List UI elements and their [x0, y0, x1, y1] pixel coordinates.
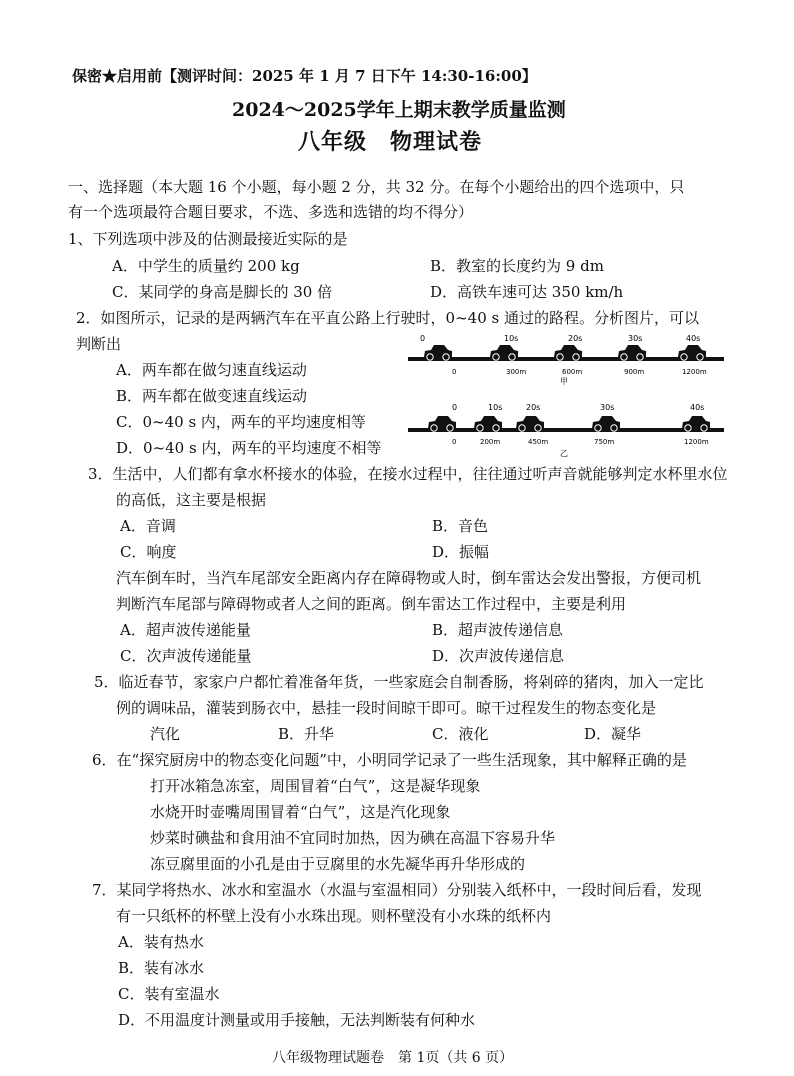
q7-option-a: A．装有热水 — [118, 933, 204, 951]
car-a-time-10: 10s — [504, 334, 519, 343]
q1-option-a: A．中学生的质量约 200 kg — [112, 257, 300, 275]
car-a-dist-900: 900m — [624, 368, 645, 376]
car-b-time-30: 30s — [600, 403, 615, 412]
car-motion-figure — [408, 326, 726, 458]
car-a-dist-0: 0 — [452, 368, 457, 376]
q4-option-a: A．超声波传递能量 — [120, 621, 251, 639]
q2-option-d: D．0~40 s 内，两车的平均速度不相等 — [116, 439, 382, 457]
q7-stem: 7．某同学将热水、冰水和室温水（水温与室温相同）分别装入纸杯中，一段时间后看，发现 — [92, 881, 702, 899]
q5-option-b: B．升华 — [278, 725, 335, 743]
q4-option-b: B．超声波传递信息 — [432, 621, 564, 639]
q3-option-c: C．响度 — [120, 543, 177, 561]
car-b-dist-450: 450m — [528, 438, 549, 446]
car-a-dist-600: 600m — [562, 368, 583, 376]
car-a-dist-300: 300m — [506, 368, 527, 376]
car-a-label: 甲 — [560, 377, 568, 386]
q2-stem-cont: 判断出 — [76, 335, 122, 353]
q7-stem-cont: 有一只纸杯的杯壁上没有小水珠出现。则杯壁没有小水珠的纸杯内 — [116, 907, 552, 925]
q2-stem: 2．如图所示，记录的是两辆汽车在平直公路上行驶时，0~40 s 通过的路程。分析图片，可以 — [76, 309, 699, 327]
car-b-time-40: 40s — [690, 403, 705, 412]
q6-stem: 6．在“探究厨房中的物态变化问题”中，小明同学记录了一些生活现象，其中解释正确的是 — [92, 751, 687, 769]
car-a-time-0: 0 — [420, 334, 426, 343]
car-b-label: 乙 — [560, 449, 568, 458]
q7-option-b: B．装有冰水 — [118, 959, 205, 977]
q6-option-c: 炒菜时碘盐和食用油不宜同时加热，因为碘在高温下容易升华 — [150, 829, 556, 847]
q6-option-d: 冻豆腐里面的小孔是由于豆腐里的水先凝华再升华形成的 — [150, 855, 526, 873]
q2-option-a: A．两车都在做匀速直线运动 — [116, 361, 307, 379]
q3-stem-cont: 的高低，这主要是根据 — [116, 491, 267, 509]
section-heading-cont: 有一个选项最符合题目要求，不选、多选和选错的均不得分） — [68, 203, 474, 221]
q5-option-a: 汽化 — [150, 725, 181, 743]
car-b-time-20: 20s — [526, 403, 541, 412]
q4-option-d: D．次声波传递信息 — [432, 647, 565, 665]
q1-option-b: B．教室的长度约为 9 dm — [430, 257, 604, 275]
q5-option-d: D．凝华 — [584, 725, 642, 743]
car-a-time-20: 20s — [568, 334, 583, 343]
q6-option-b: 水烧开时壶嘴周围冒着“白气”，这是汽化现象 — [150, 803, 451, 821]
car-b-dist-0: 0 — [452, 438, 457, 446]
q1-option-c: C．某同学的身高是脚长的 30 倍 — [112, 283, 333, 301]
car-a-dist-1200: 1200m — [682, 368, 707, 376]
page-footer: 八年级物理试题卷 第 1页（共 6 页） — [272, 1050, 514, 1066]
confidential-note: 保密★启用前【测评时间：2025 年 1 月 7 日下午 14:30-16:00】 — [72, 67, 537, 85]
car-a-time-30: 30s — [628, 334, 643, 343]
q3-stem: 3．生活中，人们都有拿水杯接水的体验，在接水过程中，往往通过听声音就能够判定水杯里水位 — [88, 465, 728, 483]
car-b-dist-1200: 1200m — [684, 438, 709, 446]
q1-option-d: D．高铁车速可达 350 km/h — [430, 283, 624, 301]
q5-option-c: C．液化 — [432, 725, 489, 743]
q4-stem-cont: 判断汽车尾部与障碍物或者人之间的距离。倒车雷达工作过程中，主要是利用 — [116, 595, 627, 613]
q3-option-a: A．音调 — [120, 517, 176, 535]
q3-option-b: B．音色 — [432, 517, 489, 535]
q5-stem-cont: 例的调味品，灌装到肠衣中，悬挂一段时间晾干即可。晾干过程发生的物态变化是 — [116, 699, 657, 717]
q7-option-c: C．装有室温水 — [118, 985, 220, 1003]
q5-stem: 5．临近春节，家家户户都忙着准备年货，一些家庭会自制香肠，将剁碎的猪肉，加入一定比 — [94, 673, 704, 691]
q1-stem: 1、下列选项中涉及的估测最接近实际的是 — [68, 230, 348, 248]
car-b-time-0: 0 — [452, 403, 458, 412]
car-b-dist-200: 200m — [480, 438, 501, 446]
car-b-time-10: 10s — [488, 403, 503, 412]
car-a-time-40: 40s — [686, 334, 701, 343]
q3-option-d: D．振幅 — [432, 543, 490, 561]
q2-option-c: C．0~40 s 内，两车的平均速度相等 — [116, 413, 366, 431]
car-b-dist-750: 750m — [594, 438, 615, 446]
paper-title: 八年级 物理试卷 — [298, 129, 483, 155]
q4-option-c: C．次声波传递能量 — [120, 647, 252, 665]
q6-option-a: 打开冰箱急冻室，周围冒着“白气”，这是凝华现象 — [150, 777, 481, 795]
exam-title: 2024～2025学年上期末教学质量监测 — [232, 99, 566, 121]
q4-stem: 汽车倒车时，当汽车尾部安全距离内存在障碍物或人时，倒车雷达会发出警报，方便司机 — [116, 569, 702, 587]
q7-option-d: D．不用温度计测量或用手接触，无法判断装有何种水 — [118, 1011, 476, 1029]
section-heading: 一、选择题（本大题 16 个小题，每小题 2 分，共 32 分。在每个小题给出的四个选项中，只 — [68, 178, 685, 196]
q2-option-b: B．两车都在做变速直线运动 — [116, 387, 308, 405]
